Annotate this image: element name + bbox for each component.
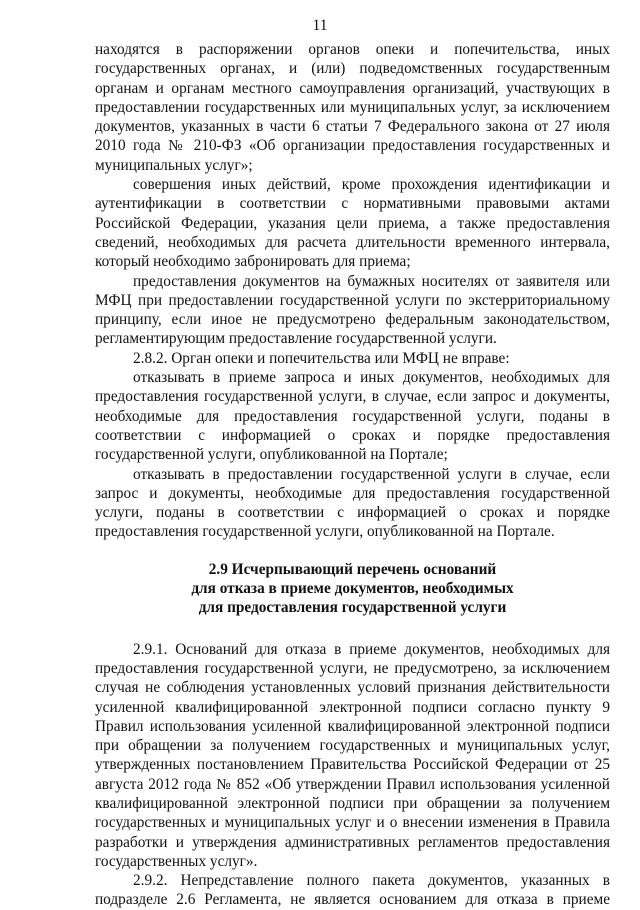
document-body [95, 40, 610, 910]
paragraph-other-actions: совершения иных действий, кроме прохождения идентификации и аутентификации в соответствии с нормативными правовыми актами Российской Федерации, указания цели приема, а также предоставления сведений, необходимых для расчета длительности временного интервала, который необходимо забронировать для приема; [95, 176, 610, 271]
paragraph-clause-2-9-2: 2.9.2. Непредставление полного пакета документов, указанных в подразделе 2.6 Регламента, не является основанием для отказа в приеме [95, 872, 610, 909]
paragraph-refuse-acceptance: отказывать в приеме запроса и иных документов, необходимых для предоставления государственной услуги, в случае, если запрос и документы, необходимые для предоставления государственной услуги, поданы в соответствии с информацией о сроках и порядке предоставления государственной услуги, опубликованной на Портале; [95, 369, 610, 464]
paragraph-continuation: находятся в распоряжении органов опеки и попечительства, иных государственных органах, и (или) подведомственных государственным органам и органам местного самоуправления организаций, участвующих в предоставлении государственных или муниципальных услуг, за исключением документов, указанных в части 6 статьи 7 Федерального закона от 27 июля 2010 года № 210-ФЗ «Об организации предоставления государственных и муниципальных услуг»; [95, 41, 610, 174]
paragraph-refuse-provision: отказывать в предоставлении государственной услуги в случае, если запрос и документы, необходимые для предоставления государственной услуги, поданы в соответствии с информацией о сроках и порядке предоставления государственной услуги, опубликованной на Портале. [95, 465, 610, 541]
paragraph-clause-2-8-2: 2.8.2. Орган опеки и попечительства или МФЦ не вправе: [133, 349, 510, 367]
paragraph-clause-2-9-1: 2.9.1. Оснований для отказа в приеме документов, необходимых для предоставления государственной услуги, не предусмотрено, за исключением случая не соблюдения установленных условий признания действительности усиленной квалифицированной электронной подписи согласно пункту 9 Правил использования усиленной квалифицированной электронной подписи при обращении за получением государственных и муниципальных услуг, утвержденных постановлением Правительства Российской Федерации от 25 августа 2012 года № 852 «Об утверждении Правил использования усиленной квалифицированной электронной подписи при обращении за получением государственных и муниципальных услуг и о внесении изменения в Правила разработки и утверждения административных регламентов предоставления государственных услуг». [95, 640, 610, 870]
paragraph-paper-documents: предоставления документов на бумажных носителях от заявителя или МФЦ при предоставлении государственной услуги по экстерриториальному принципу, если иное не предусмотрено федеральным законодательством, регламентирующим предоставление государственной услуги. [95, 272, 610, 348]
section-heading-line: для предоставления государственной услуги [198, 599, 507, 617]
section-heading-line: 2.9 Исчерпывающий перечень оснований [208, 560, 497, 578]
section-heading-line: для отказа в приеме документов, необходимых [191, 580, 514, 598]
section-heading [95, 560, 610, 618]
page-number: 11 [312, 17, 328, 34]
